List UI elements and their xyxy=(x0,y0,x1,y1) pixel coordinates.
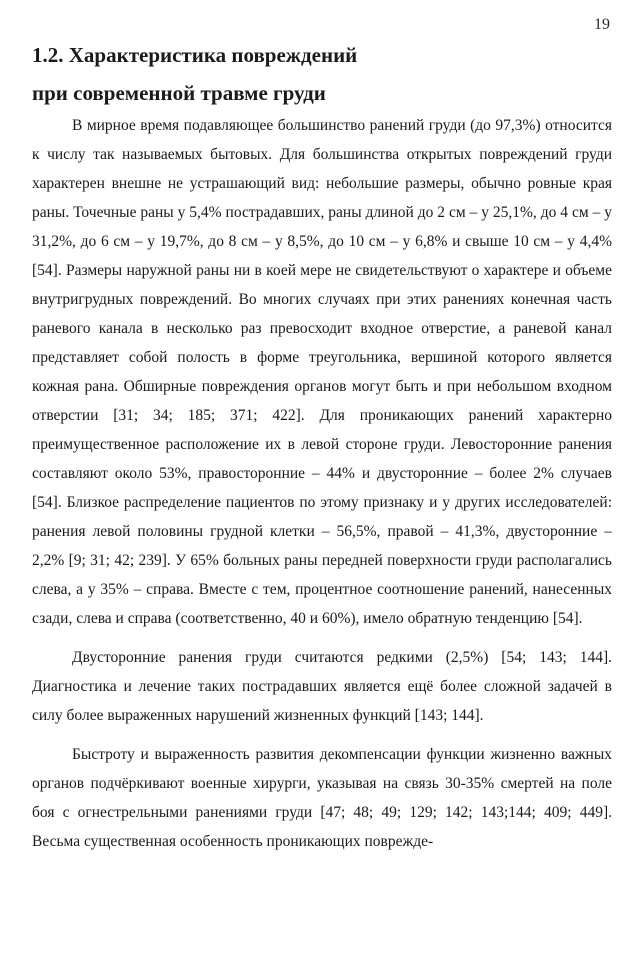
section-heading xyxy=(32,36,612,112)
paragraph-1: В мирное время подавляющее большинство ранений груди (до 97,3%) относится к числу так называемых бытовых. Для большинства открытых повреждений груди характерен внешне не устрашающий вид: небольшие размеры, обычно ровные края раны. Точечные раны у 5,4% пострадавших, раны длиной до 2 см – у 25,1%, до 4 см – у 31,2%, до 6 см – у 19,7%, до 8 см – у 8,5%, до 10 см – у 6,8% и свыше 10 см – у 4,4% [54]. Размеры наружной раны ни в коей мере не свидетельствуют о характере и объеме внутригрудных повреждений. Во многих случаях при этих ранениях конечная часть раневого канала в несколько раз превосходит входное отверстие, а раневой канал представляет собой полость в форме треугольника, вершиной которого является кожная рана. Обширные повреждения органов могут быть и при небольшом входном отверстии [31; 34; 185; 371; 422]. Для проникающих ранений характерно преимущественное расположение их в левой стороне груди. Левосторонние ранения составляют около 53%, правосторонние – 44% и двусторонние – более 2% случаев [54]. Близкое распределение пациентов по этому признаку и у других исследователей: ранения левой половины грудной клетки – 56,5%, правой – 41,3%, двусторонние – 2,2% [9; 31; 42; 239]. У 65% больных раны передней поверхности груди располагались слева, а у 35% – справа. Вместе с тем, процентное соотношение ранений, нанесенных сзади, слева и справа (соответственно, 40 и 60%), имело обратную тенденцию [54]. xyxy=(32,117,612,627)
paragraph-3: Быстроту и выраженность развития декомпенсации функции жизненно важных органов подчёркивают военные хирурги, указывая на связь 30-35% смертей на поле боя с огнестрельными ранениями груди [47; 48; 49; 129; 142; 143;144; 409; 449]. Весьма существенная особенность проникающих поврежде- xyxy=(32,746,612,850)
section-heading-line-1: 1.2. Характеристика повреждений xyxy=(32,43,358,67)
body-text xyxy=(32,111,612,856)
section-heading-line-2: при современной травме груди xyxy=(32,81,326,105)
page-number: 19 xyxy=(594,16,610,33)
paragraph-2: Двусторонние ранения груди считаются редкими (2,5%) [54; 143; 144]. Диагностика и лечение таких пострадавших является ещё более сложной задачей в силу более выраженных нарушений жизненных функций [143; 144]. xyxy=(32,649,612,724)
